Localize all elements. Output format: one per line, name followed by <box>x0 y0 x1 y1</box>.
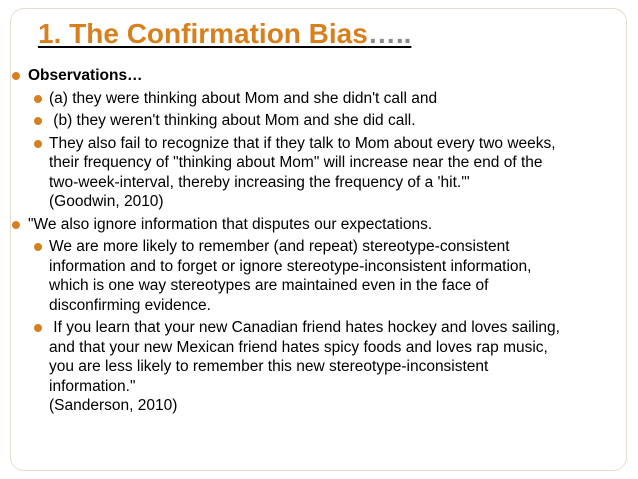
bullet-marker-icon <box>34 140 42 148</box>
bullet-line: their frequency of "thinking about Mom" will increase near the end of the <box>49 154 543 171</box>
bullet-marker-icon <box>12 72 20 80</box>
slide-title <box>38 18 411 50</box>
bullet-ignore-information <box>8 215 630 235</box>
bullet-line: two-week-interval, thereby increasing the frequency of a 'hit.'" <box>49 173 470 191</box>
bullet-marker-icon <box>34 95 42 103</box>
bullet-line: and that your new Mexican friend hates spicy foods and loves rap music, <box>49 338 548 356</box>
bullet-line: which is one way stereotypes are maintained even in the face of <box>49 277 489 294</box>
bullet-marker-icon <box>34 117 42 125</box>
bullet-line: information and to forget or ignore stereotype-inconsistent information, <box>49 257 532 275</box>
slide-title-ellipsis: ….. <box>367 18 412 49</box>
sub-bullet-example <box>8 318 630 416</box>
bullet-marker-icon <box>12 221 20 229</box>
bullet-line: We are more likely to remember (and repeat) stereotype-consistent <box>49 238 510 255</box>
bullet-observations <box>8 66 630 86</box>
sub-bullet-b <box>8 111 630 131</box>
bullet-marker-icon <box>34 243 42 251</box>
bullet-text: Observations… <box>28 67 143 84</box>
sub-bullet-stereotype <box>8 237 630 315</box>
bullet-line: disconfirming evidence. <box>49 296 211 314</box>
bullet-text: (b) they weren't thinking about Mom and she did call. <box>49 112 416 129</box>
bullet-text: (a) they were thinking about Mom and she didn't call and <box>49 89 438 107</box>
bullet-line: you are less likely to remember this new stereotype-inconsistent <box>49 358 489 375</box>
bullet-line: information." <box>49 377 136 395</box>
citation-goodwin: (Goodwin, 2010) <box>49 193 164 210</box>
bullet-line: If you learn that your new Canadian friend hates hockey and loves sailing, <box>49 319 560 336</box>
bullet-text: "We also ignore information that disputes our expectations. <box>28 215 433 233</box>
slide-title-text: 1. The Confirmation Bias <box>38 18 368 49</box>
sub-bullet-a <box>8 89 630 109</box>
slide-content <box>8 66 630 419</box>
bullet-line: They also fail to recognize that if they talk to Mom about every two weeks, <box>49 134 556 152</box>
citation-sanderson: (Sanderson, 2010) <box>49 397 178 414</box>
bullet-marker-icon <box>34 324 42 332</box>
sub-bullet-frequency <box>8 134 630 212</box>
